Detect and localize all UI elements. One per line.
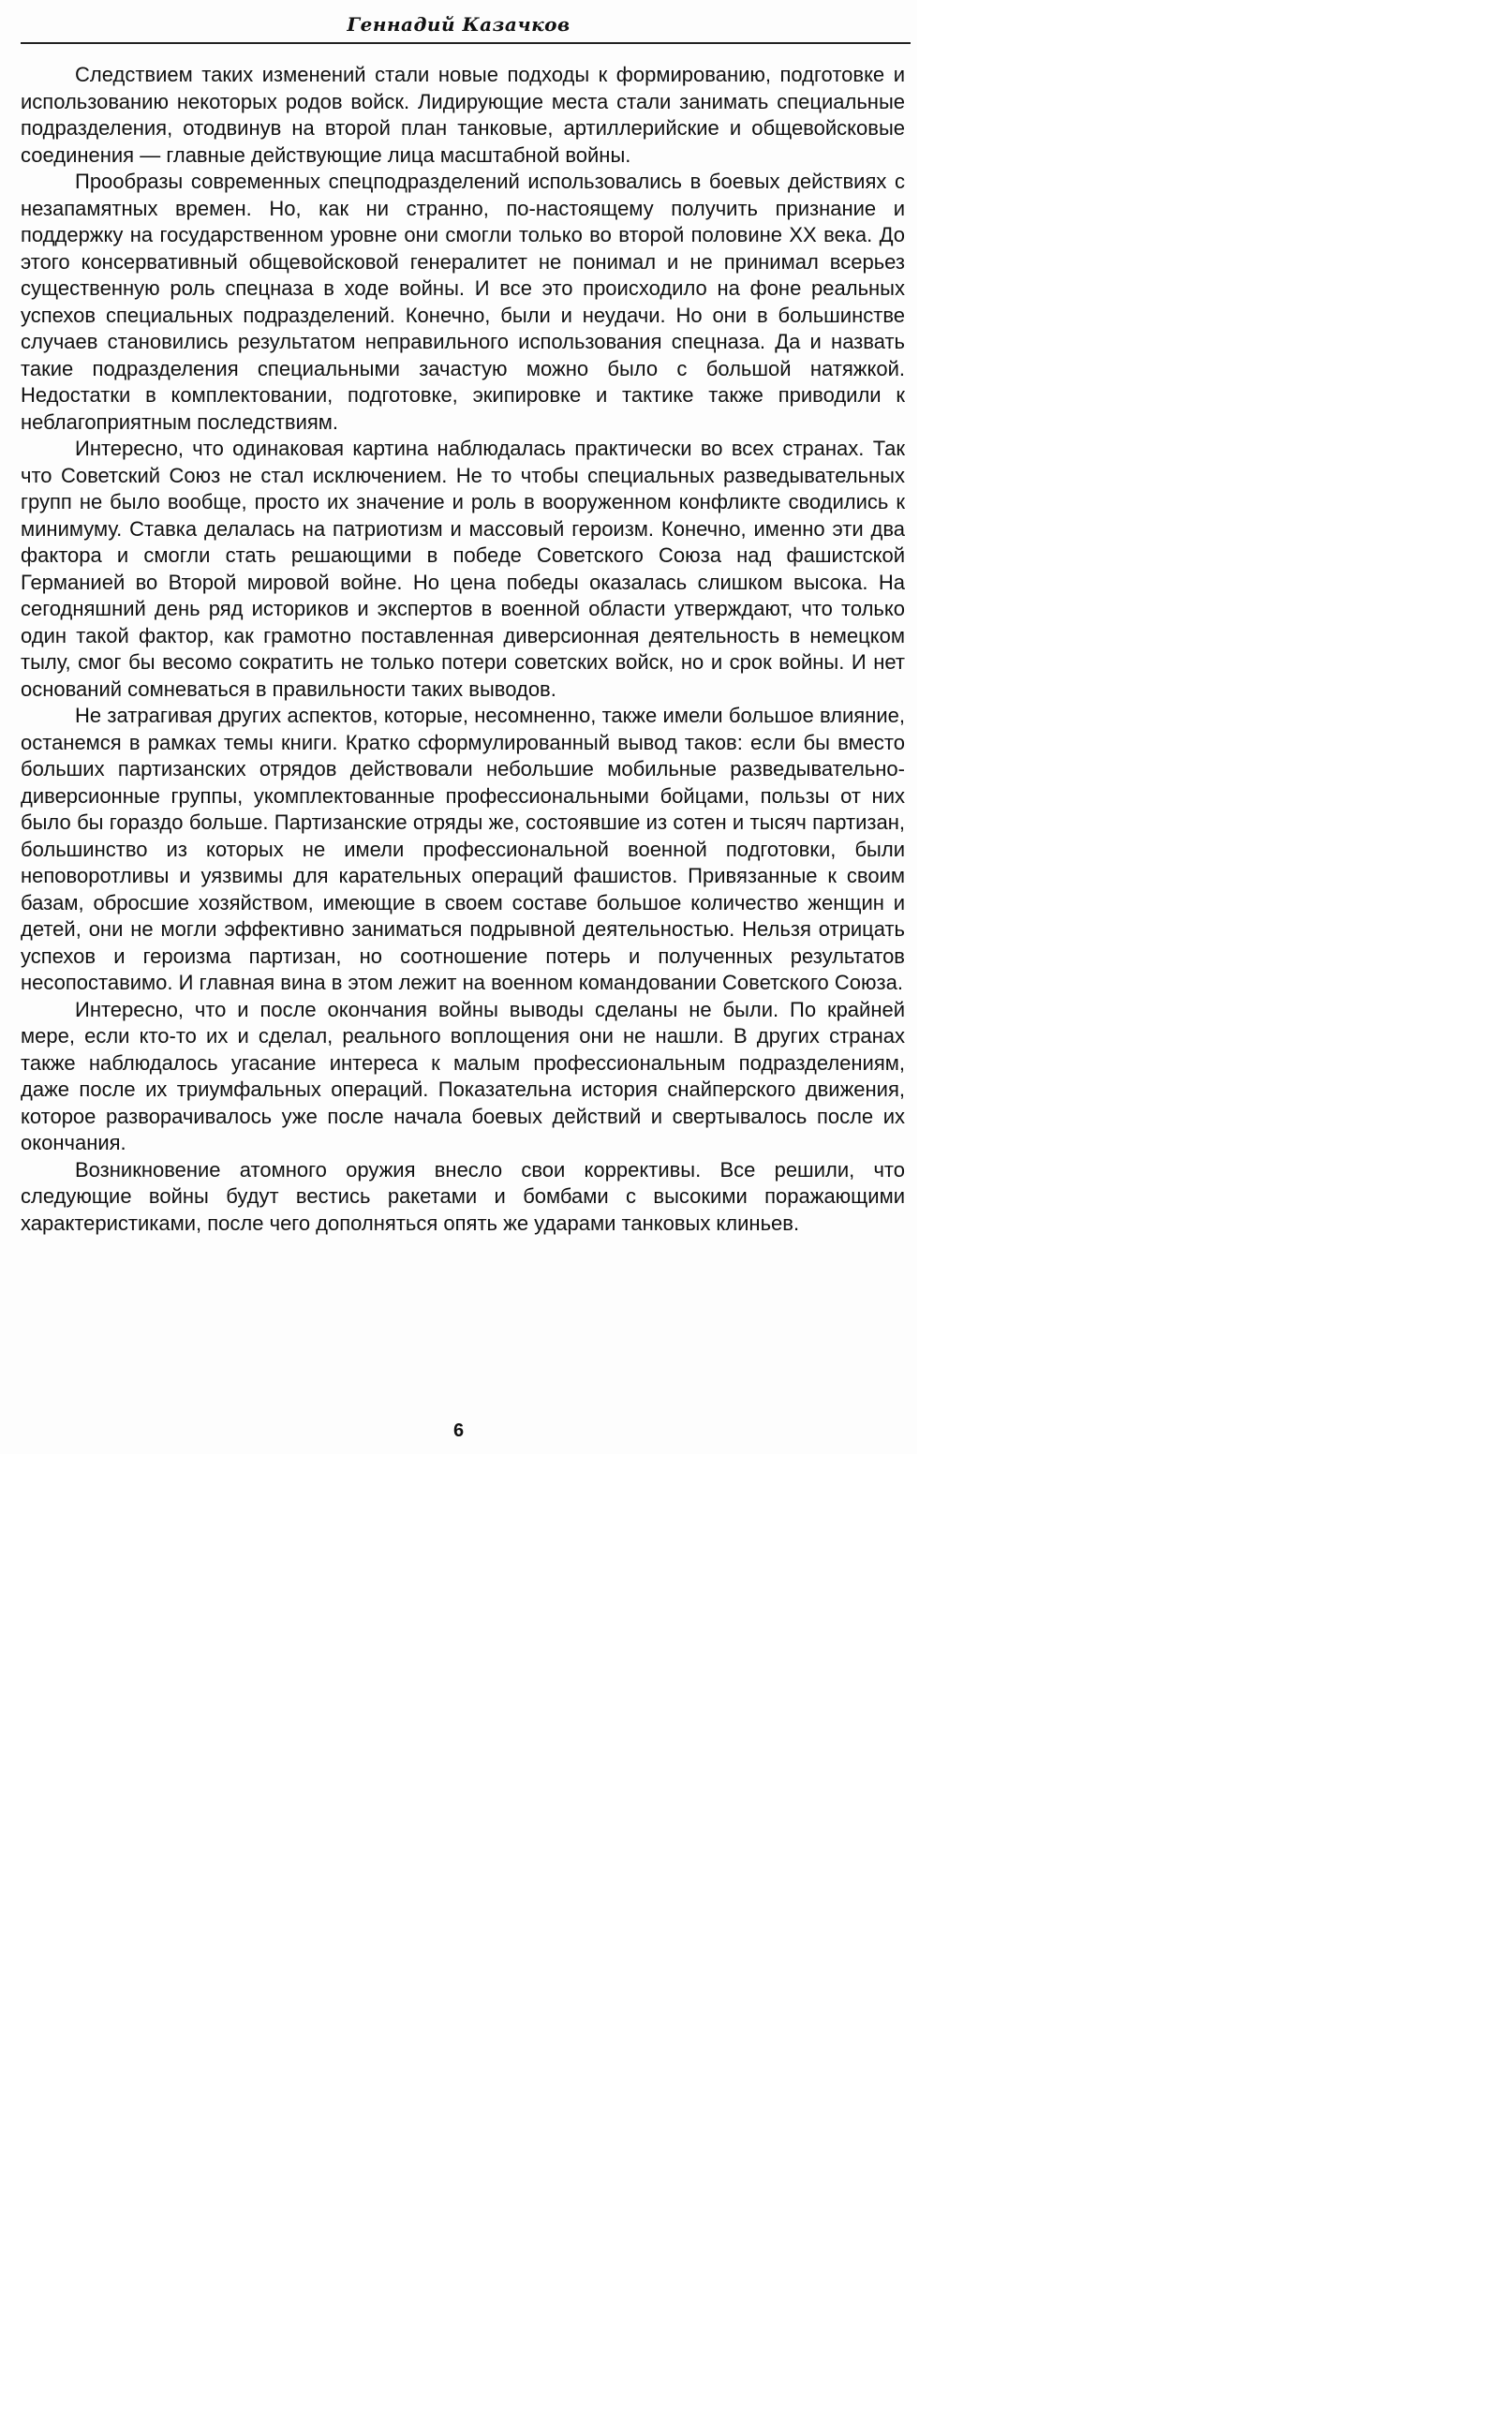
book-page	[0, 0, 917, 1454]
paragraph: Интересно, что одинаковая картина наблюдалась практически во всех странах. Так что Советский Союз не стал исключением. Не то чтобы специальных разведывательных групп не было вообще, просто их значение и роль в вооруженном конфликте сводились к минимуму. Ставка делалась на патриотизм и массовый героизм. Конечно, именно эти два фактора и смогли стать решающими в победе Советского Союза над фашистской Германией во Второй мировой войне. Но цена победы оказалась слишком высока. На сегодняшний день ряд историков и экспертов в военной области утверждают, что только один такой фактор, как грамотно поставленная диверсионная деятельность в немецком тылу, смог бы весомо сократить не только потери советских войск, но и срок войны. И нет оснований сомневаться в правильности таких выводов.	[21, 437, 905, 701]
paragraph: Не затрагивая других аспектов, которые, несомненно, также имели большое влияние, останемся в рамках темы книги. Кратко сформулированный вывод таков: если бы вместо больших партизанских отрядов действовали небольшие мобильные разведывательно-диверсионные группы, укомплектованные профессиональными бойцами, пользы от них было бы гораздо больше. Партизанские отряды же, состоявшие из сотен и тысяч партизан, большинство из которых не имели профессиональной военной подготовки, были неповоротливы и уязвимы для карательных операций фашистов. Привязанные к своим базам, обросшие хозяйством, имеющие в своем составе большое количество женщин и детей, они не могли эффективно заниматься подрывной деятельностью. Нельзя отрицать успехов и героизма партизан, но соотношение потерь и полученных результатов несопоставимо. И главная вина в этом лежит на военном командовании Советского Союза.	[21, 704, 905, 994]
paragraph: Следствием таких изменений стали новые подходы к формированию, подготовке и использованию некоторых родов войск. Лидирующие места стали занимать специальные подразделения, отодвинув на второй план танковые, артиллерийские и общевойсковые соединения — главные действующие лица масштабной войны.	[21, 63, 905, 167]
header-rule	[21, 42, 911, 44]
paragraph: Интересно, что и после окончания войны выводы сделаны не были. По крайней мере, если кто-то их и сделал, реального воплощения они не нашли. В других странах также наблюдалось угасание интереса к малым профессиональным подразделениям, даже после их триумфальных операций. Показательна история снайперского движения, которое разворачивалось уже после начала боевых действий и свертывалось после их окончания.	[21, 997, 905, 1154]
paragraph: Возникновение атомного оружия внесло свои коррективы. Все решили, что следующие войны будут вестись ракетами и бомбами с высокими поражающими характеристиками, после чего дополняться опять же ударами танковых клиньев.	[21, 1157, 905, 1235]
page-number: 6	[452, 1420, 465, 1441]
running-head-author: Геннадий Казачков	[347, 13, 571, 36]
body-text	[21, 62, 905, 1237]
paragraph: Прообразы современных спецподразделений использовались в боевых действиях с незапамятных времен. Но, как ни странно, по-настоящему получить признание и поддержку на государственном уровне они смогли только во второй половине XX века. До этого консервативный общевойсковой генералитет не понимал и не принимал всерьез существенную роль спецназа в ходе войны. И все это происходило на фоне реальных успехов специальных подразделений. Конечно, были и неудачи. Но они в большинстве случаев становились результатом неправильного использования спецназа. Да и назвать такие подразделения специальными зачастую можно было с большой натяжкой. Недостатки в комплектовании, подготовке, экипировке и тактике также приводили к неблагоприятным последствиям.	[21, 170, 905, 434]
